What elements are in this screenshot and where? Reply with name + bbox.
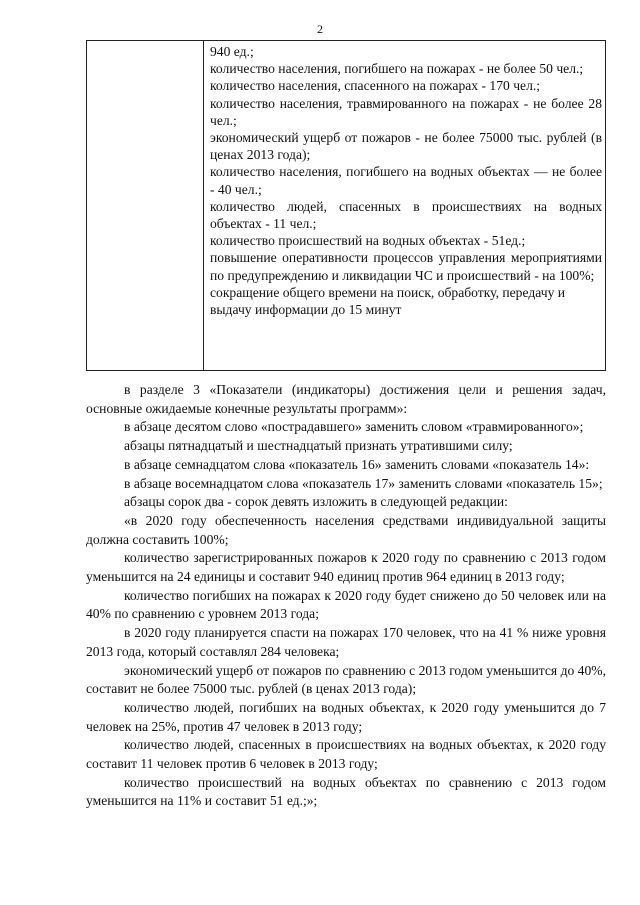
table-line: количество населения, погибшего на водных объектах — не более - 40 чел.; [210,164,602,197]
paragraph: количество зарегистрированных пожаров к 2020 году по сравнению с 2013 годом уменьшится на 24 единицы и составит 940 единиц против 964 единиц в 2013 году; [86,550,606,585]
table-line: количество населения, травмированного на пожарах - не более 28 чел.; [210,95,602,128]
paragraph: в разделе 3 «Показатели (индикаторы) достижения цели и решения задач, основные ожидаемые конечные результаты программ»: [86,382,606,416]
paragraph: экономический ущерб от пожаров по сравнению с 2013 годом уменьшится до 40%, составит не более 75000 тыс. рублей (в ценах 2013 года); [86,662,606,697]
table-line: количество населения, спасенного на пожарах - 170 чел.; [210,78,541,94]
paragraph: в 2020 году планируется спасти на пожарах 170 человек, что на 41 % ниже уровня 2013 года, который составлял 284 человека; [86,625,606,659]
table-line: количество происшествий на водных объектах - 51ед.; [210,233,526,249]
table-right-cell [210,43,602,318]
paragraph: «в 2020 году обеспеченность населения средствами индивидуальной защиты должна составить 100%; [86,512,606,547]
paragraph: абзацы сорок два - сорок девять изложить в следующей редакции: [124,494,508,510]
paragraph: количество людей, погибших на водных объектах, к 2020 году уменьшится до 7 человек на 25%, против 47 человек в 2013 году; [86,699,606,734]
page-number: 2 [317,22,323,36]
table-line: сокращение общего времени на поиск, обработку, передачу и выдачу информации до 15 минут [210,284,566,318]
indicators-table [86,40,606,371]
table-line: количество населения, погибшего на пожарах - не более 50 чел.; [210,61,584,77]
amendment-text [86,381,606,811]
paragraph: абзацы пятнадцатый и шестнадцатый признать утратившими силу; [124,438,513,454]
paragraph: в абзаце десятом слово «пострадавшего» заменить словом «травмированного»; [124,419,584,435]
paragraph: количество людей, спасенных в происшествиях на водных объектах, к 2020 году составит 11 человек против 6 человек в 2013 году; [86,737,606,772]
paragraph: в абзаце семнадцатом слова «показатель 16» заменить словами «показатель 14»: [124,456,590,472]
paragraph: количество погибших на пожарах к 2020 году будет снижено до 50 человек или на 40% по сравнению с уровнем 2013 года; [86,587,606,622]
table-line: количество людей, спасенных в происшествиях на водных объектах - 11 чел.; [210,198,602,232]
paragraph: количество происшествий на водных объектах по сравнению с 2013 годом уменьшится на 11% и составит 51 ед.;»; [86,774,606,809]
paragraph: в абзаце восемнадцатом слова «показатель 17» заменить словами «показатель 15»; [124,475,603,491]
table-left-cell [87,41,204,370]
table-line: экономический ущерб от пожаров - не более 75000 тыс. рублей (в ценах 2013 года); [210,130,602,163]
table-line: 940 ед.; [210,44,254,59]
table-line: повышение оперативности процессов управления мероприятиями по предупреждению и ликвидации ЧС и происшествий - на 100%; [210,250,602,283]
